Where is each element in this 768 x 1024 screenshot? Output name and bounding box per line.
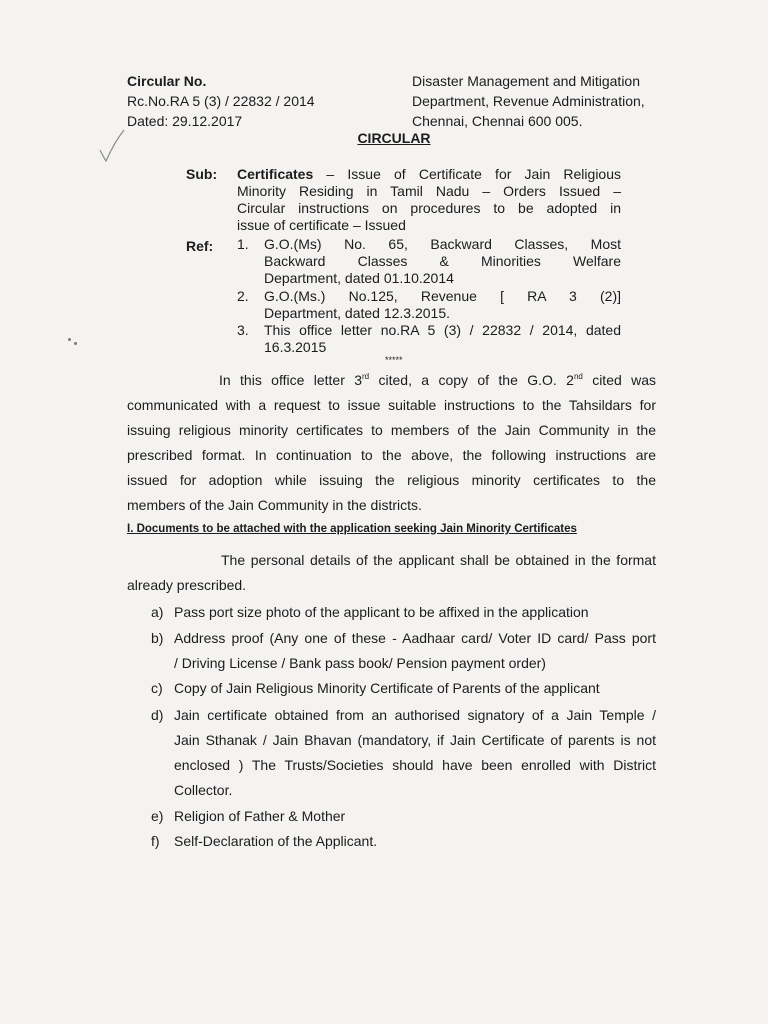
superscript: nd xyxy=(573,372,583,381)
paragraph-line: prescribed format. In continuation to the above, the following instructions are xyxy=(127,447,656,463)
department-line-1: Disaster Management and Mitigation xyxy=(412,73,641,89)
reference-line: G.O.(Ms.) No.125, Revenue [ RA 3 (2)] xyxy=(264,288,621,304)
scan-speck xyxy=(68,338,71,341)
subject-line: Minority Residing in Tamil Nadu – Orders Issued – xyxy=(237,183,621,199)
subject-line: Circular instructions on procedures to be adopted in xyxy=(237,200,621,216)
subject-line: – Issue of Certificate for Jain Religious xyxy=(313,166,621,182)
header-right xyxy=(412,71,645,131)
paragraph-line: issued for adoption while issuing the religious minority certificates to the xyxy=(127,472,656,488)
paragraph-line xyxy=(127,368,656,393)
list-line: / Driving License / Bank pass book/ Pension payment order) xyxy=(174,655,546,671)
reference-num: 2. xyxy=(237,288,249,304)
list-line: Copy of Jain Religious Minority Certificate of Parents of the applicant xyxy=(174,680,600,696)
list-line: Jain certificate obtained from an authorised signatory of a Jain Temple / xyxy=(174,707,656,723)
list-item xyxy=(174,829,656,854)
list-item xyxy=(174,676,656,701)
subject-block xyxy=(237,166,621,234)
list-label: b) xyxy=(151,630,164,646)
reference-line: 16.3.2015 xyxy=(264,339,327,355)
reference-line: This office letter no.RA 5 (3) / 22832 / 2014, dated xyxy=(264,322,621,338)
reference-line: Backward Classes & Minorities Welfare xyxy=(264,253,621,269)
paragraph-text: cited was xyxy=(582,372,657,388)
list-item xyxy=(174,626,656,676)
circular-no-label: Circular No. xyxy=(127,73,207,89)
intro-line: already prescribed. xyxy=(127,577,247,593)
subject-lead: Certificates xyxy=(237,166,314,182)
list-label: e) xyxy=(151,808,164,824)
list-label: f) xyxy=(151,833,160,849)
circular-title: CIRCULAR xyxy=(357,130,431,146)
reference-item xyxy=(264,288,621,322)
paragraph-line: communicated with a request to issue suitable instructions to the Tahsildars for xyxy=(127,397,656,413)
list-item xyxy=(174,600,656,625)
separator-stars: ***** xyxy=(385,355,403,365)
list-line: Address proof (Any one of these - Aadhaar card/ Voter ID card/ Pass port xyxy=(174,630,656,646)
paragraph-line: members of the Jain Community in the districts. xyxy=(127,497,422,513)
list-item xyxy=(174,804,656,829)
reference-line: Department, dated 12.3.2015. xyxy=(264,305,451,321)
header-left xyxy=(127,71,315,131)
paragraph-text: cited, a copy of the G.O. 2 xyxy=(369,372,574,388)
list-line: Collector. xyxy=(174,782,233,798)
subject-line: issue of certificate – Issued xyxy=(237,217,406,233)
list-line: Jain Sthanak / Jain Bhavan (mandatory, if Jain Certificate of parents is not xyxy=(174,732,656,748)
list-label: c) xyxy=(151,680,163,696)
department-address: Chennai, Chennai 600 005. xyxy=(412,113,583,129)
intro-line: The personal details of the applicant shall be obtained in the format xyxy=(221,552,656,568)
reference-num: 1. xyxy=(237,236,249,252)
superscript: rd xyxy=(362,372,370,381)
subject-label: Sub: xyxy=(186,166,218,182)
paragraph-text: In this office letter 3 xyxy=(219,372,363,388)
section-intro xyxy=(127,548,656,598)
reference-line: G.O.(Ms) No. 65, Backward Classes, Most xyxy=(264,236,621,252)
list-label: d) xyxy=(151,707,164,723)
list-line: enclosed ) The Trusts/Societies should have been enrolled with District xyxy=(174,757,656,773)
reference-line: Department, dated 01.10.2014 xyxy=(264,270,454,286)
scan-speck xyxy=(74,342,77,345)
list-line: Religion of Father & Mother xyxy=(174,808,346,824)
list-item xyxy=(174,703,656,803)
reference-label: Ref: xyxy=(186,238,214,254)
circular-reference: Rc.No.RA 5 (3) / 22832 / 2014 xyxy=(127,93,315,109)
paragraph-line: issuing religious minority certificates to members of the Jain Community in the xyxy=(127,422,656,438)
list-line: Pass port size photo of the applicant to be affixed in the application xyxy=(174,604,589,620)
department-line-2: Department, Revenue Administration, xyxy=(412,93,645,109)
reference-item xyxy=(264,322,621,356)
circular-date: Dated: 29.12.2017 xyxy=(127,113,243,129)
list-label: a) xyxy=(151,604,164,620)
reference-num: 3. xyxy=(237,322,249,338)
paragraph-1 xyxy=(127,368,656,518)
reference-item xyxy=(264,236,621,287)
list-line: Self-Declaration of the Applicant. xyxy=(174,833,378,849)
section-heading: I. Documents to be attached with the application seeking Jain Minority Certificates xyxy=(127,523,577,535)
